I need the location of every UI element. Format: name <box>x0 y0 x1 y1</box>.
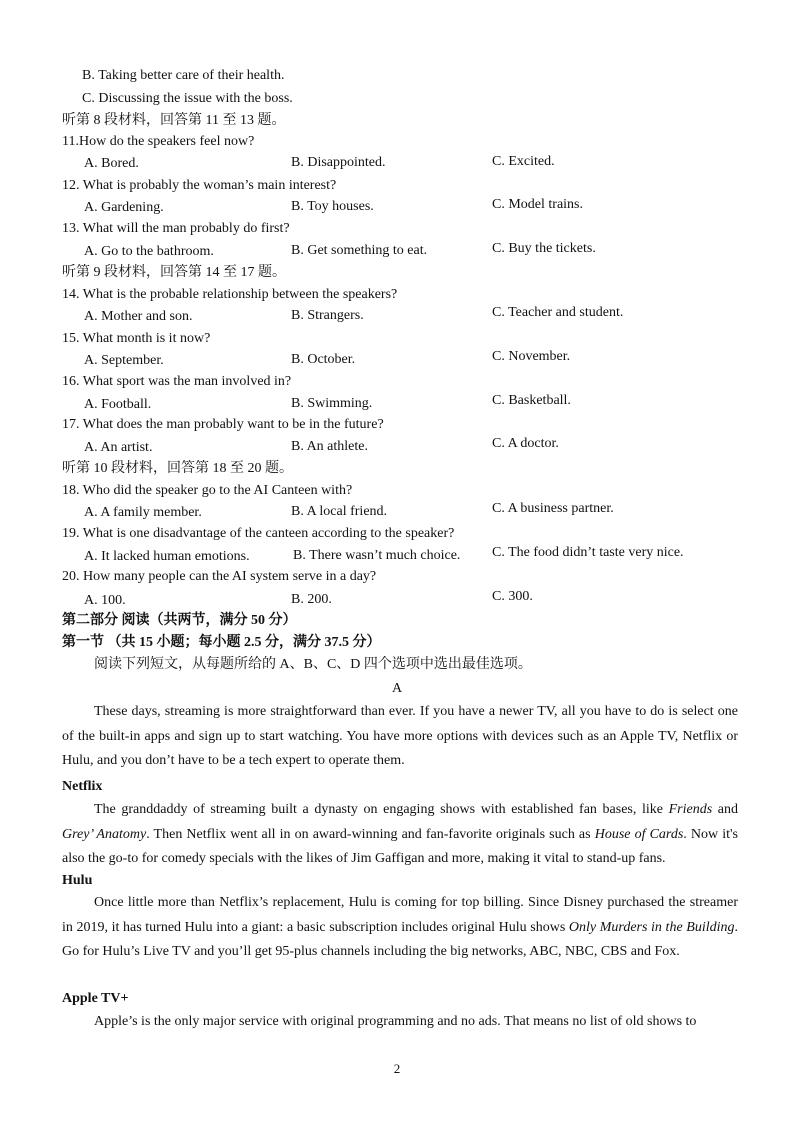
option-a: A. Gardening. <box>84 200 164 215</box>
heading-hulu: Hulu <box>62 873 93 888</box>
option-c: C. A business partner. <box>492 501 614 516</box>
question-stem: 17. What does the man probably want to be in the future? <box>62 417 384 432</box>
hulu-text-1: Once little more than Netflix’s replacement, Hulu is coming for top billing. Since Disney purchased the streamer in 2019, it has turned Hulu into a giant: a basic subscription includes original Hulu shows <box>62 895 738 935</box>
option-b: B. Swimming. <box>291 396 373 411</box>
hulu-text-2: . Go for Hulu’s Live TV and you’ll get 95-plus channels including the big networks, ABC, NBC, CBS and Fox. <box>62 919 738 959</box>
option-c: C. The food didn’t taste very nice. <box>492 545 684 560</box>
question-stem: 19. What is one disadvantage of the canteen according to the speaker? <box>62 526 455 541</box>
section-heading-10: 听第 10 段材料，回答第 18 至 20 题。 <box>62 461 293 476</box>
question-stem: 16. What sport was the man involved in? <box>62 374 292 389</box>
reading-instruction: 阅读下列短文，从每题所给的 A、B、C、D 四个选项中选出最佳选项。 <box>94 657 532 672</box>
option-b: B. Toy houses. <box>291 199 374 214</box>
option-a: A. It lacked human emotions. <box>84 549 250 564</box>
option-b: B. 200. <box>291 592 332 607</box>
netflix-text-4: . Now it's also the go-to for comedy specials with the likes of Jim Gaffigan and more, making it vital to stand-up fans. <box>62 826 738 866</box>
option-a: A. September. <box>84 353 164 368</box>
option-c: C. Buy the tickets. <box>492 241 596 256</box>
option-a: A. Mother and son. <box>84 309 193 324</box>
apple-text: Apple’s is the only major service with original programming and no ads. That means no list of old shows to <box>94 1014 697 1029</box>
heading-apple-tv: Apple TV+ <box>62 991 129 1006</box>
title-house-of-cards: House of Cards <box>594 826 684 842</box>
netflix-paragraph <box>62 798 738 872</box>
question-stem: 13. What will the man probably do first? <box>62 221 290 236</box>
question-stem: 18. Who did the speaker go to the AI Canteen with? <box>62 483 353 498</box>
option-b: B. An athlete. <box>291 439 368 454</box>
option-b: B. October. <box>291 352 356 367</box>
option-c: C. Excited. <box>492 154 555 169</box>
option-b: B. Strangers. <box>291 308 364 323</box>
title-grey-anatomy: Grey’ Anatomy <box>62 826 147 842</box>
option-a: A. Bored. <box>84 156 139 171</box>
part-two-title: 第二部分 阅读（共两节，满分 50 分） <box>62 613 297 628</box>
option-a: A. A family member. <box>84 505 202 520</box>
section-heading-9: 听第 9 段材料，回答第 14 至 17 题。 <box>62 265 286 280</box>
section-one-title: 第一节 （共 15 小题；每小题 2.5 分，满分 37.5 分） <box>62 635 381 650</box>
option-c: C. Model trains. <box>492 197 583 212</box>
netflix-text-2: and <box>712 802 738 817</box>
page-number: 2 <box>393 1061 401 1076</box>
option-a: A. Go to the bathroom. <box>84 244 214 259</box>
passage-intro <box>62 700 738 774</box>
option-b: B. There wasn’t much choice. <box>293 548 461 563</box>
option-a: A. An artist. <box>84 440 153 455</box>
question-stem: 14. What is the probable relationship between the speakers? <box>62 287 398 302</box>
title-friends: Friends <box>668 802 713 817</box>
question-stem: 20. How many people can the AI system serve in a day? <box>62 569 377 584</box>
title-only-murders: Only Murders in the Building <box>568 919 735 935</box>
section-heading-8: 听第 8 段材料，回答第 11 至 13 题。 <box>62 113 286 128</box>
option-c: C. 300. <box>492 589 533 604</box>
netflix-text-3: . Then Netflix went all in on award-winning and fan-favorite originals such as <box>146 826 595 842</box>
hulu-paragraph <box>62 891 738 965</box>
option-c: C. Basketball. <box>492 393 571 408</box>
option-a: A. 100. <box>84 593 126 608</box>
question-stem: 12. What is probably the woman’s main interest? <box>62 178 337 193</box>
option-c: C. A doctor. <box>492 436 559 451</box>
option-b-prev: B. Taking better care of their health. <box>82 68 285 83</box>
intro-text: These days, streaming is more straightforward than ever. If you have a newer TV, all you have to do is select one of the built-in apps and sign up to start watching. You have more options with devices such as an Apple TV, Netflix or Hulu, and you don’t have to be a tech expert to operate them. <box>62 704 738 768</box>
passage-letter: A <box>391 681 403 696</box>
option-b: B. Disappointed. <box>291 155 386 170</box>
option-c: C. November. <box>492 349 571 364</box>
netflix-text-1: The granddaddy of streaming built a dynasty on engaging shows with established fan bases, like <box>94 802 669 817</box>
option-a: A. Football. <box>84 397 152 412</box>
option-c-prev: C. Discussing the issue with the boss. <box>82 91 293 106</box>
option-b: B. Get something to eat. <box>291 243 428 258</box>
option-c: C. Teacher and student. <box>492 305 624 320</box>
option-b: B. A local friend. <box>291 504 388 519</box>
heading-netflix: Netflix <box>62 779 103 794</box>
question-stem: 11.How do the speakers feel now? <box>62 134 255 149</box>
apple-paragraph <box>62 1010 738 1035</box>
question-stem: 15. What month is it now? <box>62 331 211 346</box>
